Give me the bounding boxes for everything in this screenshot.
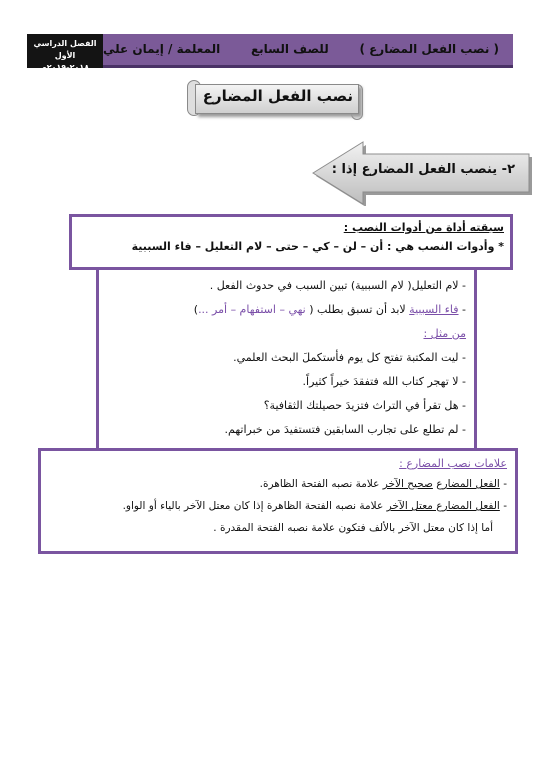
faa-prefix: -	[458, 303, 466, 316]
faa-explanation	[107, 298, 466, 322]
marks-line-1-prefix: -	[499, 478, 507, 490]
example-item: - لم تطلع على تجارب السابقين فتستفيدَ من خبراتهم.	[224, 423, 466, 436]
marks-line-1-rest: علامة نصبه الفتحة الظاهرة.	[259, 478, 383, 490]
marks-line-2-rest: علامة نصبه الفتحة الظاهرة إذا كان معتل الآخر بالياء أو الواو.	[122, 500, 387, 512]
year-text: ٢٠١٨-٢٠١٩م	[40, 63, 90, 72]
marks-line-2-prefix: -	[499, 500, 507, 512]
marks-line-1-term: الفعل المضارع	[436, 478, 500, 490]
marks-line-1	[49, 473, 507, 495]
faa-examples: نهي – استفهام – أمر ...	[198, 303, 310, 316]
marks-line-2-term: الفعل المضارع معتل الآخر	[386, 500, 500, 512]
marks-heading: علامات نصب المضارع :	[399, 457, 507, 470]
tools-heading: سبقته أداة من أدوات النصب :	[343, 221, 504, 234]
faa-close: )	[193, 303, 199, 316]
header-teacher: المعلمة / إيمان علي	[103, 42, 221, 56]
faa-term: فاء السببية	[409, 303, 459, 316]
term-label	[27, 34, 103, 72]
section-heading: ٢- ينصب الفعل المضارع إذا :	[331, 162, 515, 177]
tools-list: * وأدوات النصب هي : أن – لن – كي – حتى – لام التعليل – فاء السببية	[131, 240, 504, 253]
faa-rest: لابد أن تسبق بطلب (	[309, 303, 410, 316]
page-title: نصب الفعل المضارع	[202, 87, 353, 105]
example-item: - هل تقرأ في التراث فتزيدَ حصيلتك الثقافية؟	[263, 399, 466, 412]
header-band	[103, 34, 513, 68]
examples-heading: من مثل :	[423, 327, 466, 340]
title-scroll	[187, 80, 363, 120]
marks-box	[38, 448, 518, 554]
marks-line-3: أما إذا كان معتل الآخر بالألف فتكون علامة نصبه الفتحة المقدرة .	[213, 522, 493, 534]
example-item: - ليت المكتبة تفتح كل يوم فأستكملَ البحث العلمي.	[233, 351, 466, 364]
marks-line-1-qualifier: صحيح الآخر	[382, 478, 433, 490]
header-items	[103, 34, 499, 64]
term-text: الفصل الدراسي الأول	[33, 39, 97, 60]
example-item: - لا تهجر كتاب الله فتفقدَ خيراً كثيراً.	[302, 375, 466, 388]
header-lesson: ( نصب الفعل المضارع )	[359, 42, 499, 56]
examples-box	[96, 270, 477, 448]
section-arrow	[311, 140, 533, 206]
header-grade: للصف السابع	[250, 42, 329, 56]
marks-line-2	[49, 495, 507, 517]
lam-explanation: - لام التعليل( لام السببية) تبين السبب في حدوث الفعل .	[209, 279, 466, 292]
page-header	[27, 34, 513, 72]
tools-box	[69, 214, 513, 270]
